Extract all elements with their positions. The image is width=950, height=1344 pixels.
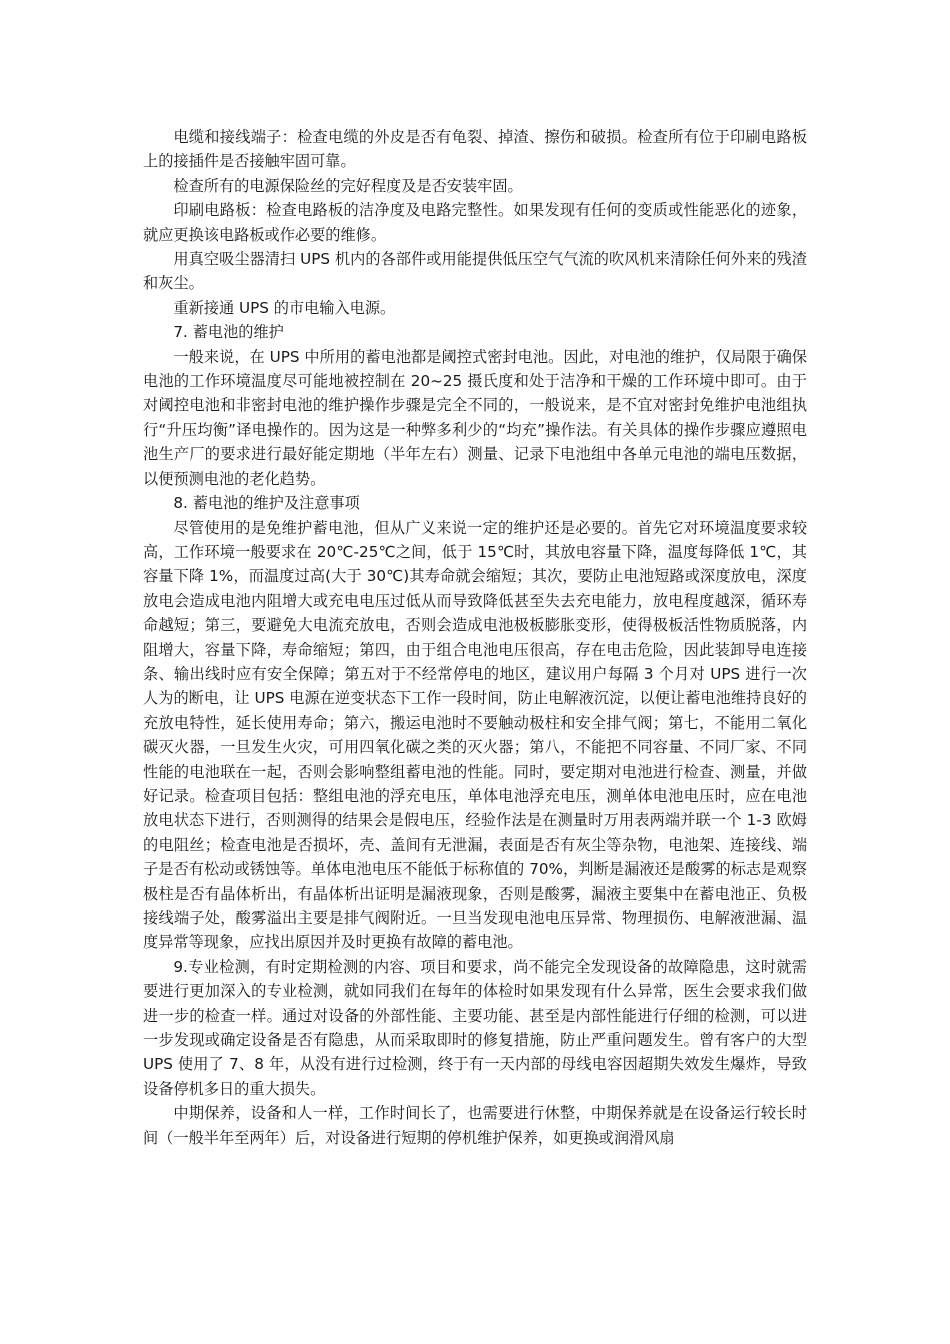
paragraph-battery-maintenance: 一般来说，在 UPS 中所用的蓄电池都是阈控式密封电池。因此，对电池的维护，仅局限于确保电池的工作环境温度尽可能地被控制在 20~25 摄氏度和处于洁净和干燥的工作环境中即可。由于对阈控电池和非密封电池的维护操作步骤是完全不同的，一般说来，是不宜对密封免维护电池组执行“升压均衡”译电操作的。因为这是一种弊多利少的“均充”操作法。有关具体的操作步骤应遵照电池生产厂的要求进行最好能定期地（半年左右）测量、记录下电池组中各单元电池的端电压数据，以便预测电池的老化趋势。 [143, 347, 807, 488]
section-heading-battery-maintenance: 7. 蓄电池的维护 [173, 323, 284, 342]
paragraph-mid-term-maintenance: 中期保养，设备和人一样，工作时间长了，也需要进行休整，中期保养就是在设备运行较长时间（一般半年至两年）后，对设备进行短期的停机维护保养，如更换或润滑风扇 [143, 1104, 807, 1147]
paragraph-fuses: 检查所有的电源保险丝的完好程度及是否安装牢固。 [173, 176, 523, 195]
paragraph-reconnect-mains: 重新接通 UPS 的市电输入电源。 [173, 298, 396, 317]
document-body [143, 125, 807, 1150]
paragraph-vacuum-cleaning: 用真空吸尘器清扫 UPS 机内的各部件或用能提供低压空气气流的吹风机来清除任何外来的残渣和灰尘。 [143, 250, 807, 293]
paragraph-cable-terminals: 电缆和接线端子：检查电缆的外皮是否有龟裂、掉渣、擦伤和破损。检查所有位于印刷电路板上的接插件是否接触牢固可靠。 [143, 128, 807, 171]
paragraph-circuit-board: 印刷电路板：检查电路板的洁净度及电路完整性。如果发现有任何的变质或性能恶化的迹象，就应更换该电路板或作必要的维修。 [143, 201, 807, 244]
section-heading-battery-precautions: 8. 蓄电池的维护及注意事项 [173, 494, 360, 513]
paragraph-professional-inspection: 9.专业检测，有时定期检测的内容、项目和要求，尚不能完全发现设备的故障隐患，这时就需要进行更加深入的专业检测，就如同我们在每年的体检时如果发现有什么异常，医生会要求我们做进一步的检查一样。通过对设备的外部性能、主要功能、甚至是内部性能进行仔细的检测，可以进一步发现或确定设备是否有隐患，从而采取即时的修复措施，防止严重问题发生。曾有客户的大型 UPS 使用了 7、8 年，从没有进行过检测，终于有一天内部的母线电容因超期失效发生爆炸，导致设备停机多日的重大损失。 [143, 957, 807, 1098]
paragraph-battery-precautions: 尽管使用的是免维护蓄电池，但从广义来说一定的维护还是必要的。首先它对环境温度要求较高，工作环境一般要求在 20℃-25℃之间，低于 15℃时，其放电容量下降，温度每降低 1℃，其容量下降 1%，而温度过高(大于 30℃)其寿命就会缩短；其次，要防止电池短路或深度放电，深度放电会造成电池内阻增大或充电电压过低从而导致降低甚至失去充电能力，放电程度越深，循环寿命越短；第三，要避免大电流充放电，否则会造成电池极板膨胀变形，使得极板活性物质脱落，内阻增大，容量下降，寿命缩短；第四，由于组合电池电压很高，存在电击危险，因此装卸导电连接条、输出线时应有安全保障；第五对于不经常停电的地区，建议用户每隔 3 个月对 UPS 进行一次人为的断电，让 UPS 电源在逆变状态下工作一段时间，防止电解液沉淀，以便让蓄电池维持良好的充放电特性，延长使用寿命；第六，搬运电池时不要触动极柱和安全排气阀；第七，不能用二氧化碳灭火器，一旦发生火灾，可用四氧化碳之类的灭火器；第八，不能把不同容量、不同厂家、不同性能的电池联在一起，否则会影响整组蓄电池的性能。同时，要定期对电池进行检查、测量，并做好记录。检查项目包括：整组电池的浮充电压，单体电池浮充电压，测单体电池电压时，应在电池放电状态下进行，否则测得的结果会是假电压，经验作法是在测量时万用表两端并联一个 1-3 欧姆的电阻丝；检查电池是否损坏，壳、盖间有无泄漏，表面是否有灰尘等杂物，电池架、连接线、端子是否有松动或锈蚀等。单体电池电压不能低于标称值的 70%，判断是漏液还是酸雾的标志是观察极柱是否有晶体析出，有晶体析出证明是漏液现象，否则是酸雾，漏液主要集中在蓄电池正、负极接线端子处，酸雾溢出主要是排气阀附近。一旦当发现电池电压异常、物理损伤、电解液泄漏、温度异常等现象，应找出原因并及时更换有故障的蓄电池。 [143, 518, 807, 952]
